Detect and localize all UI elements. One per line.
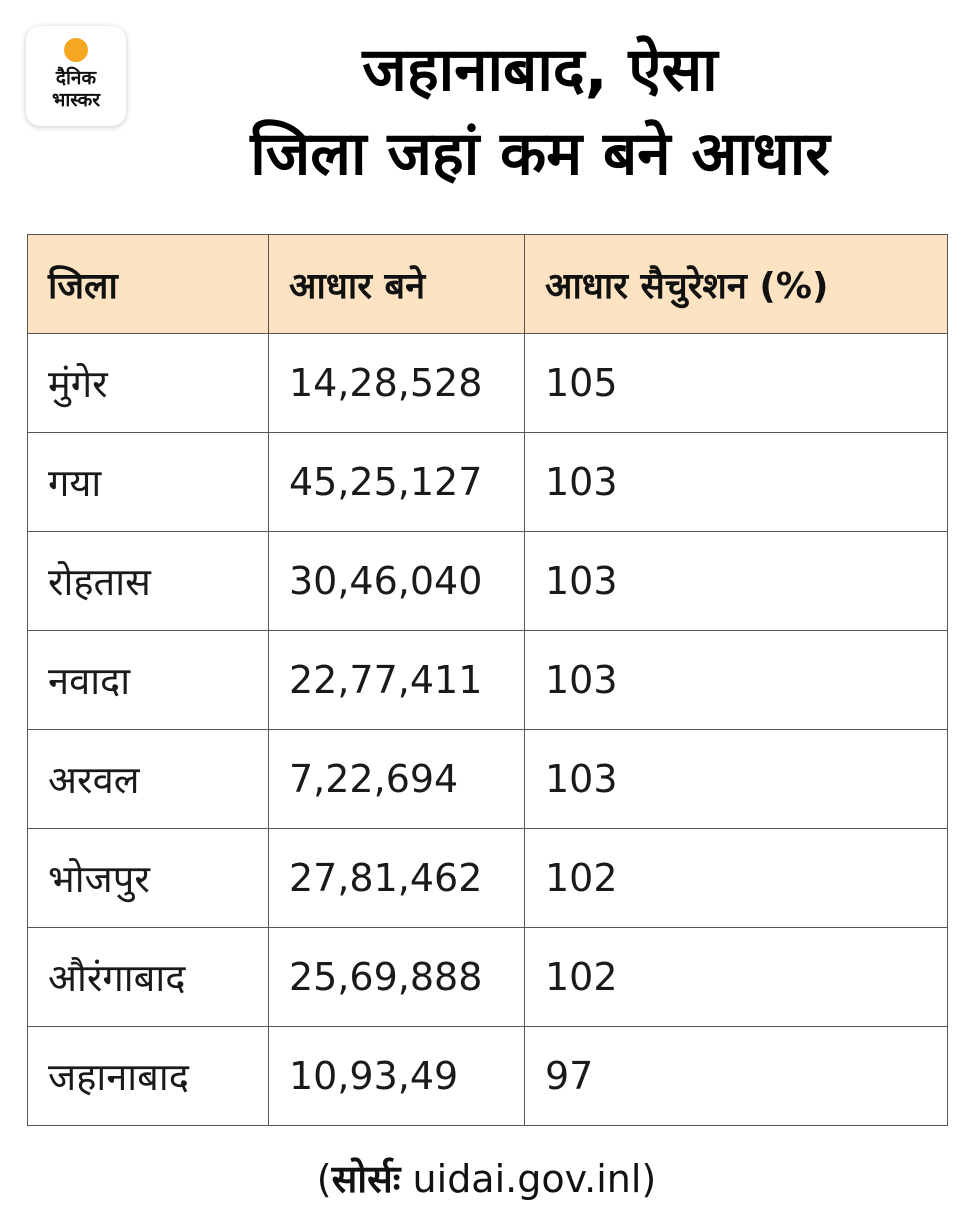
cell-district: औरंगाबाद: [28, 928, 269, 1027]
page-title: [140, 28, 940, 196]
dainik-bhaskar-logo: [26, 26, 126, 126]
cell-saturation: 102: [525, 928, 948, 1027]
cell-saturation: 103: [525, 532, 948, 631]
table-row: [28, 928, 948, 1027]
title-line1: जहानाबाद, ऐसा: [362, 35, 718, 105]
logo-line1: दैनिक: [55, 67, 97, 89]
cell-district: अरवल: [28, 730, 269, 829]
source-label: सोर्सः: [331, 1157, 401, 1201]
cell-saturation: 97: [525, 1027, 948, 1126]
cell-aadhaar: 7,22,694: [269, 730, 525, 829]
table-row: [28, 829, 948, 928]
cell-aadhaar: 22,77,411: [269, 631, 525, 730]
header-district: जिला: [28, 235, 269, 334]
cell-district: रोहतास: [28, 532, 269, 631]
cell-aadhaar: 45,25,127: [269, 433, 525, 532]
cell-saturation: 105: [525, 334, 948, 433]
table-row: [28, 334, 948, 433]
cell-district: भोजपुर: [28, 829, 269, 928]
source-close: l): [630, 1157, 657, 1201]
header-aadhaar-made: आधार बने: [269, 235, 525, 334]
cell-saturation: 102: [525, 829, 948, 928]
title-line2: जिला जहां कम बने आधार: [250, 119, 830, 189]
cell-aadhaar: 25,69,888: [269, 928, 525, 1027]
cell-saturation: 103: [525, 730, 948, 829]
cell-saturation: 103: [525, 631, 948, 730]
table-header-row: [28, 235, 948, 334]
table-row: [28, 631, 948, 730]
source-value: uidai.gov.in: [400, 1157, 631, 1201]
cell-saturation: 103: [525, 433, 948, 532]
cell-district: मुंगेर: [28, 334, 269, 433]
table-row: [28, 730, 948, 829]
sun-icon: [64, 38, 88, 62]
table-row: [28, 532, 948, 631]
cell-aadhaar: 10,93,49: [269, 1027, 525, 1126]
cell-district: नवादा: [28, 631, 269, 730]
aadhaar-table: [27, 234, 948, 1126]
source-credit: [0, 1152, 973, 1204]
source-open: (: [316, 1157, 332, 1201]
cell-aadhaar: 27,81,462: [269, 829, 525, 928]
cell-aadhaar: 30,46,040: [269, 532, 525, 631]
cell-aadhaar: 14,28,528: [269, 334, 525, 433]
table-row: [28, 1027, 948, 1126]
table-row: [28, 433, 948, 532]
cell-district: गया: [28, 433, 269, 532]
logo-line2: भास्कर: [51, 89, 101, 111]
cell-district: जहानाबाद: [28, 1027, 269, 1126]
header-saturation: आधार सैचुरेशन (%): [525, 235, 948, 334]
